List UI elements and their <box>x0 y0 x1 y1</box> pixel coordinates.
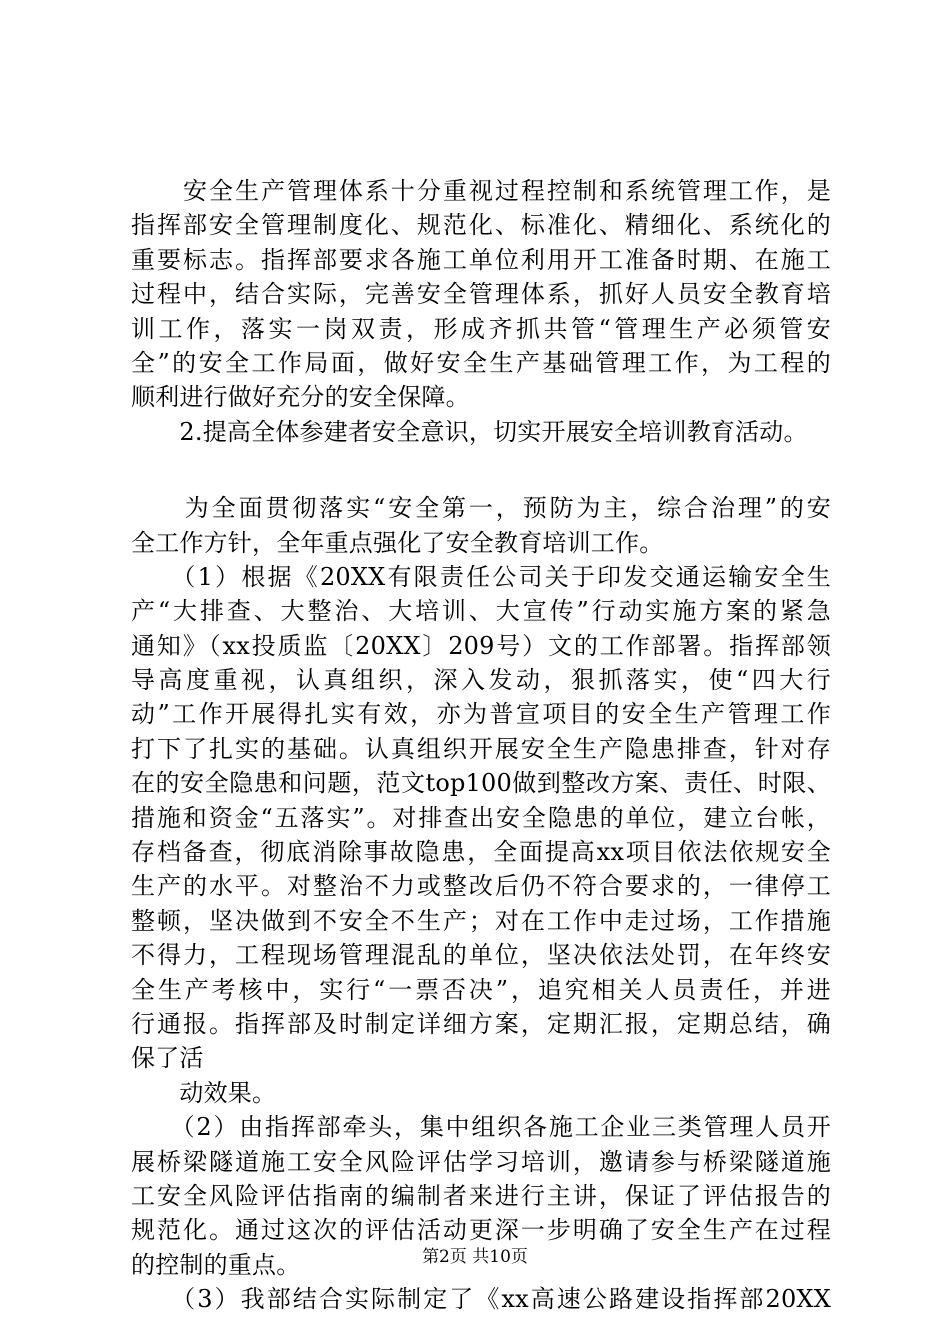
text-line: 导高度重视，认真组织，深入发动，狠抓落实，使“四大行 <box>131 666 831 695</box>
text-line: 存档备查，彻底消除事故隐患，全面提高xx项目依法依规安全 <box>131 838 831 867</box>
paragraph-safety-system <box>131 174 831 415</box>
text-line: 行通报。指挥部及时制定详细方案，定期汇报，定期总结，确 <box>131 1009 831 1038</box>
text-line: 规范化。通过这次的评估活动更深一步明确了安全生产在过程 <box>131 1216 831 1245</box>
text-line: 打下了扎实的基础。认真组织开展安全生产隐患排查，针对存 <box>131 734 831 763</box>
text-line: 动”工作开展得扎实有效，亦为普宣项目的安全生产管理工作 <box>131 700 831 729</box>
paragraph-item-3 <box>131 1282 831 1316</box>
text-line: 为全面贯彻落实“安全第一，预防为主，综合治理”的安 <box>131 494 831 523</box>
text-line: 通知》（xx投质监〔20XX〕209号）文的工作部署。指挥部领 <box>131 631 831 660</box>
text-line: 整顿，坚决做到不安全不生产；对在工作中走过场，工作措施 <box>131 906 831 935</box>
paragraph-gap <box>131 449 831 491</box>
text-line: 顺利进行做好充分的安全保障。 <box>131 383 470 412</box>
text-line: 全”的安全工作局面，做好安全生产基础管理工作，为工程的 <box>131 348 831 377</box>
text-line: （2）由指挥部牵头，集中组织各施工企业三类管理人员开 <box>131 1113 831 1142</box>
text-line: 在的安全隐患和问题，范文top100做到整改方案、责任、时限、 <box>131 769 831 798</box>
text-line: 全生产考核中，实行“一票否决”，追究相关人员责任，并进 <box>131 975 831 1004</box>
text-line: 展桥梁隧道施工安全风险评估学习培训，邀请参与桥梁隧道施 <box>131 1147 831 1176</box>
paragraph-policy <box>131 491 831 560</box>
document-body <box>131 174 831 1317</box>
page-footer: 第2页 共10页 <box>422 1247 528 1267</box>
text-line: 工安全风险评估指南的编制者来进行主讲，保证了评估报告的 <box>131 1181 831 1210</box>
text-line: 的控制的重点。 <box>131 1250 301 1279</box>
text-line: 不得力，工程现场管理混乱的单位，坚决依法处罚，在年终安 <box>131 941 831 970</box>
text-line: 2.提高全体参建者安全意识，切实开展安全培训教育活动。 <box>131 417 808 446</box>
section-heading-2 <box>131 415 831 449</box>
text-line: 动效果。 <box>131 1078 277 1107</box>
text-line: 保了活 <box>131 1044 204 1073</box>
paragraph-item-1 <box>131 560 831 1110</box>
text-line: 生产的水平。对整治不力或整改后仍不符合要求的，一律停工 <box>131 872 831 901</box>
text-line: 全工作方针，全年重点强化了安全教育培训工作。 <box>131 528 664 557</box>
text-line: （1）根据《20XX有限责任公司关于印发交通运输安全生 <box>131 562 831 591</box>
text-line: 产“大排查、大整治、大培训、大宣传”行动实施方案的紧急 <box>131 597 831 626</box>
text-line: 措施和资金“五落实”。对排查出安全隐患的单位，建立台帐， <box>131 803 831 832</box>
text-line: 训工作，落实一岗双责，形成齐抓共管“管理生产必须管安 <box>131 314 831 343</box>
text-line: 过程中，结合实际，完善安全管理体系，抓好人员安全教育培 <box>131 280 831 309</box>
text-line: （3）我部结合实际制定了《xx高速公路建设指挥部20XX <box>131 1285 831 1314</box>
text-line: 指挥部安全管理制度化、规范化、标准化、精细化、系统化的 <box>131 211 831 240</box>
text-line: 重要标志。指挥部要求各施工单位利用开工准备时期、在施工 <box>131 245 831 274</box>
text-line: 安全生产管理体系十分重视过程控制和系统管理工作，是 <box>131 177 831 205</box>
